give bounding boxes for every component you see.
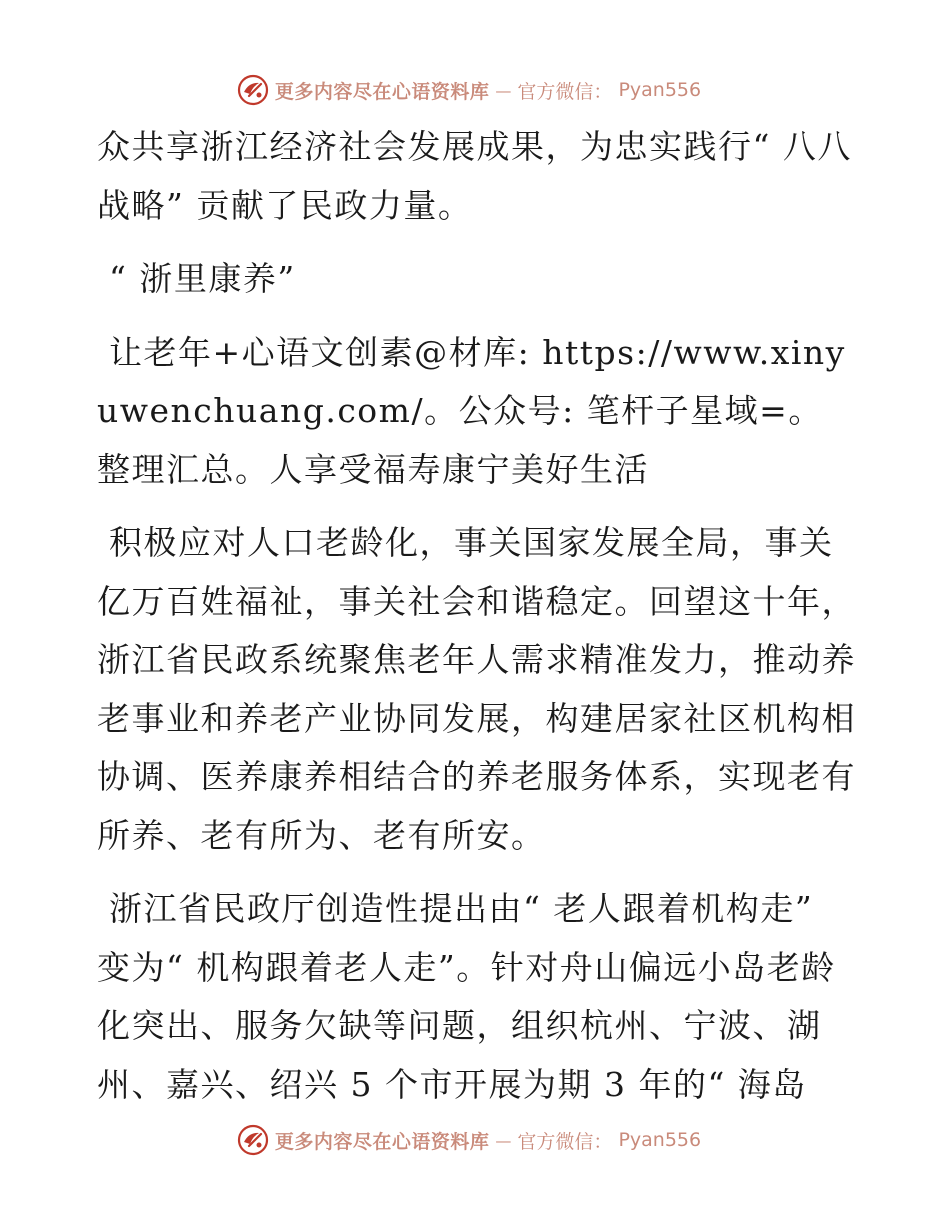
section-heading: “ 浙里康养” (109, 259, 296, 298)
banner-separator: — (495, 80, 512, 100)
brand-logo-icon (237, 74, 269, 106)
footer-banner-contact-id: Pyan556 (618, 1129, 702, 1151)
banner-inner (237, 74, 701, 106)
footer-banner-title: 更多内容尽在心语资料库 (274, 1130, 490, 1153)
paragraph-2: 让老年+心语文创素@材库: https://www.xinyuwenchuang.com/。公众号: 笔杆子星域=。整理汇总。人享受福寿康宁美好生活 (97, 332, 846, 489)
paragraph-1: 众共享浙江经济社会发展成果，为忠实践行“ 八八战略” 贡献了民政力量。 (97, 127, 852, 225)
footer-banner-separator: — (495, 1130, 512, 1150)
paragraph-3: 积极应对人口老龄化，事关国家发展全局，事关亿万百姓福祉，事关社会和谐稳定。回望这十年，浙江省民政系统聚焦老年人需求精准发力，推动养老事业和养老产业协同发展，构建居家社区机构相协调、医养康养相结合的养老服务体系，实现老有所养、老有所为、老有所安。 (97, 523, 856, 855)
banner-title: 更多内容尽在心语资料库 (274, 80, 490, 103)
footer-banner-inner (237, 1124, 701, 1156)
footer-banner (0, 1120, 950, 1160)
brand-logo-icon (237, 1124, 269, 1156)
banner-contact-label: 官方微信： (517, 80, 613, 103)
header-banner (0, 70, 950, 110)
banner-contact-id: Pyan556 (618, 79, 702, 101)
paragraph-4: 浙江省民政厅创造性提出由“ 老人跟着机构走” 变为“ 机构跟着老人走”。针对舟山偏远小岛老龄化突出、服务欠缺等问题，组织杭州、宁波、湖州、嘉兴、绍兴 5 个市开展为期 3 年的“ 海岛 (97, 889, 836, 1104)
document-body (97, 118, 857, 1129)
footer-banner-contact-label: 官方微信： (517, 1130, 613, 1153)
